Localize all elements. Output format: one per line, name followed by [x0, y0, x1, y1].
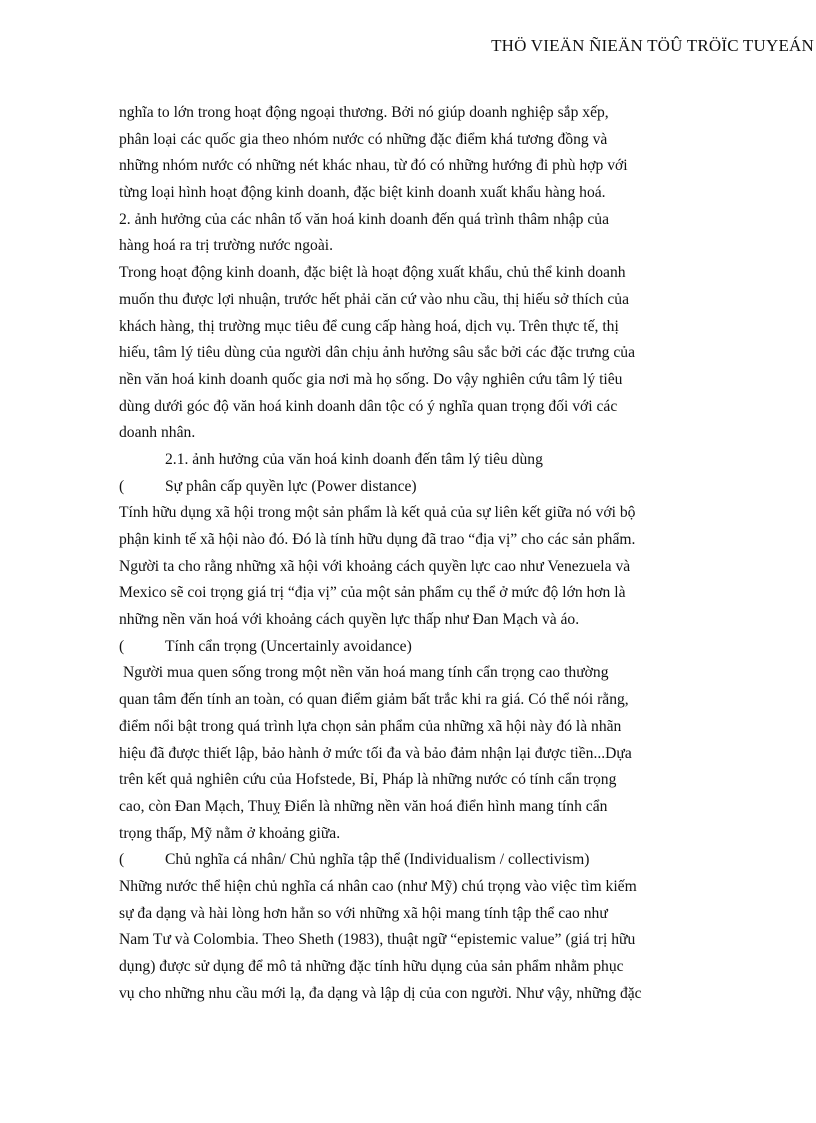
- paragraph-line: dùng dưới góc độ văn hoá kinh doanh dân tộc có ý nghĩa quan trọng đối với các: [119, 397, 618, 415]
- paragraph-line: những nền văn hoá với khoảng cách quyền lực thấp như Đan Mạch và áo.: [119, 611, 580, 629]
- paragraph-line: khách hàng, thị trường mục tiêu để cung cấp hàng hoá, dịch vụ. Trên thực tế, thị: [119, 317, 619, 335]
- paragraph-line: phận kinh tế xã hội nào đó. Đó là tính hữu dụng đã trao “địa vị” cho các sản phẩm.: [119, 531, 636, 548]
- paragraph-line: vụ cho những nhu cầu mới lạ, đa dạng và lập dị của con người. Như vậy, những đặc: [119, 984, 642, 1002]
- section-heading-line: hàng hoá ra trị trường nước ngoài.: [119, 237, 333, 255]
- paragraph-line: hiếu, tâm lý tiêu dùng của người dân chịu ảnh hưởng sâu sắc bởi các đặc trưng của: [119, 344, 636, 362]
- page-header: THÖ VIEÄN ÑIEÄN TÖÛ TRÖÏC TUYEÁN: [491, 36, 814, 55]
- paragraph-line: Người mua quen sống trong một nền văn hoá mang tính cẩn trọng cao thường: [123, 664, 609, 682]
- bullet-marker: (: [119, 851, 125, 869]
- paragraph-line: muốn thu được lợi nhuận, trước hết phải căn cứ vào nhu cầu, thị hiếu sở thích của: [119, 290, 629, 308]
- bullet-title: Sự phân cấp quyền lực (Power distance): [165, 477, 417, 495]
- paragraph-line: Người ta cho rằng những xã hội với khoảng cách quyền lực cao như Venezuela và: [119, 557, 631, 575]
- paragraph-line: những nhóm nước có những nét khác nhau, từ đó có những hướng đi phù hợp với: [119, 157, 628, 175]
- paragraph-line: Mexico sẽ coi trọng giá trị “địa vị” của một sản phẩm cụ thể ở mức độ lớn hơn là: [119, 584, 626, 602]
- subsection-heading: 2.1. ảnh hưởng của văn hoá kinh doanh đến tâm lý tiêu dùng: [165, 450, 543, 468]
- paragraph-line: sự đa dạng và hài lòng hơn hẳn so với những xã hội mang tính tập thể cao như: [119, 904, 608, 922]
- paragraph-line: nền văn hoá kinh doanh quốc gia nơi mà họ sống. Do vậy nghiên cứu tâm lý tiêu: [119, 370, 623, 388]
- paragraph-line: từng loại hình hoạt động kinh doanh, đặc biệt kinh doanh xuất khẩu hàng hoá.: [119, 184, 606, 202]
- document-body: [119, 100, 809, 1007]
- paragraph-line: điểm nổi bật trong quá trình lựa chọn sản phẩm của những xã hội này đó là nhãn: [119, 717, 622, 735]
- section-heading-line: 2. ảnh hưởng của các nhân tố văn hoá kinh doanh đến quá trình thâm nhập của: [119, 210, 609, 228]
- bullet-title: Tính cẩn trọng (Uncertainly avoidance): [165, 637, 412, 655]
- bullet-heading-individualism: [119, 847, 809, 874]
- bullet-heading-power-distance: [119, 474, 809, 501]
- paragraph-line: doanh nhân.: [119, 424, 196, 442]
- paragraph-line: trọng thấp, Mỹ nằm ở khoảng giữa.: [119, 824, 341, 842]
- bullet-heading-uncertainty-avoidance: [119, 634, 809, 661]
- paragraph-line: trên kết quả nghiên cứu của Hofstede, Bỉ, Pháp là những nước có tính cẩn trọng: [119, 771, 617, 789]
- paragraph-line: Những nước thể hiện chủ nghĩa cá nhân cao (như Mỹ) chú trọng vào việc tìm kiếm: [119, 877, 637, 895]
- paragraph-line: cao, còn Đan Mạch, Thuỵ Điển là những nền văn hoá điển hình mang tính cẩn: [119, 797, 608, 815]
- paragraph-line: quan tâm đến tính an toàn, có quan điểm giảm bất trắc khi ra giá. Có thể nói rằng,: [119, 691, 629, 709]
- paragraph-line: phân loại các quốc gia theo nhóm nước có những đặc điểm khá tương đồng và: [119, 130, 608, 148]
- paragraph-line: Nam Tư và Colombia. Theo Sheth (1983), thuật ngữ “epistemic value” (giá trị hữu: [119, 931, 636, 949]
- bullet-title: Chủ nghĩa cá nhân/ Chủ nghĩa tập thể (Individualism / collectivism): [165, 851, 590, 869]
- paragraph-line: nghĩa to lớn trong hoạt động ngoại thương. Bởi nó giúp doanh nghiệp sắp xếp,: [119, 104, 609, 121]
- paragraph-line: Tính hữu dụng xã hội trong một sản phẩm là kết quả của sự liên kết giữa nó với bộ: [119, 504, 636, 522]
- bullet-marker: (: [119, 637, 125, 655]
- paragraph-line: hiệu đã được thiết lập, bảo hành ở mức tối đa và bảo đảm nhận lại được tiền...Dựa: [119, 744, 632, 762]
- bullet-marker: (: [119, 477, 125, 495]
- paragraph-line: Trong hoạt động kinh doanh, đặc biệt là hoạt động xuất khẩu, chủ thể kinh doanh: [119, 264, 626, 282]
- paragraph-line: dụng) được sử dụng để mô tả những đặc tính hữu dụng của sản phẩm nhằm phục: [119, 958, 624, 975]
